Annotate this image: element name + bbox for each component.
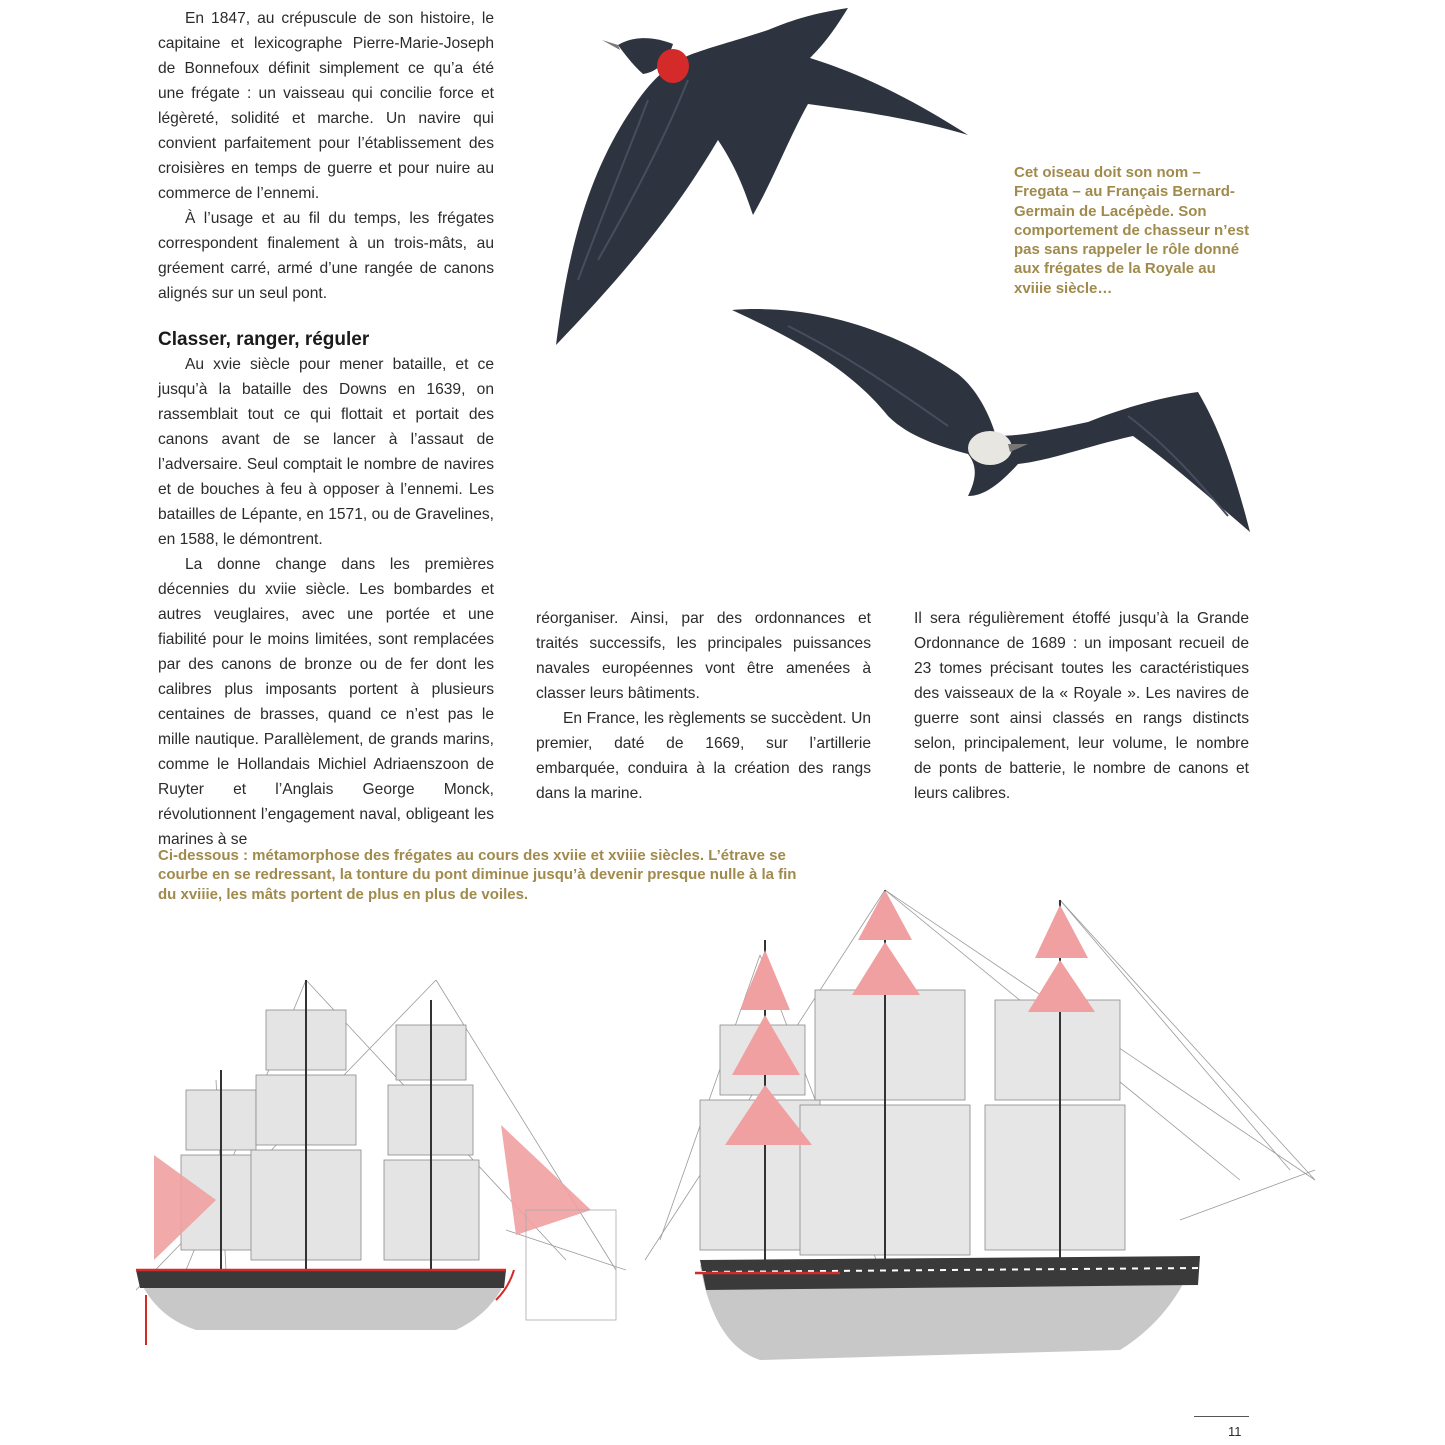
section-heading: Classer, ranger, réguler: [158, 329, 370, 350]
frigatebird-female-illustration: [728, 296, 1254, 536]
bird-caption: Cet oiseau doit son nom – Fregata – au Français Bernard-Germain de Lacépède. Son comportement de chasseur n’est pas sans rappeler le rôle donné aux frégates de la Royale au xviiie siècle…: [1014, 164, 1250, 297]
17th-century-frigate-illustration: [126, 970, 626, 1350]
paragraph: La donne change dans les premières décennies du xviie siècle. Les bombardes et autres veuglaires, avec une portée et une fiabilité pour le moins limitées, sont remplacées par des canons de bronze ou de fer dont les calibres plus imposants portent à plusieurs centaines de brasses, quand ce n’est pas le mille nautique. Parallèlement, de grands marins, comme le Hollandais Michiel Adriaenszoon de Ruyter et l’Anglais George Monck, révolutionnent l’engagement naval, obligeant les marines à se: [158, 556, 494, 848]
page-number-rule: [1194, 1416, 1249, 1417]
text-column-2: [536, 606, 871, 806]
paragraph: Il sera régulièrement étoffé jusqu’à la Grande Ordonnance de 1689 : un imposant recueil de 23 tomes précisant toutes les caractéristiques des vaisseaux de la « Royale ». Les navires de guerre sont ainsi classés en rangs distincts selon, principalement, leur volume, le nombre de ponts de batterie, le nombre de canons et leurs calibres.: [914, 610, 1249, 802]
paragraph: Au xvie siècle pour mener bataille, et ce jusqu’à la bataille des Downs en 1639, on rassemblait tout ce qui flottait et portait des canons avant de se lancer à l’assaut de l’adversaire. Seul comptait le nombre de navires et de bouches à feu à opposer à l’ennemi. Les batailles de Lépante, en 1571, ou de Gravelines, en 1588, le démontrent.: [158, 356, 494, 548]
paragraph: En France, les règlements se succèdent. Un premier, daté de 1669, sur l’artillerie embarquée, conduira à la création des rangs dans la marine.: [536, 710, 871, 802]
paragraph: À l’usage et au fil du temps, les frégates correspondent finalement à un trois-mâts, au gréement carré, armé d’une rangée de canons alignés sur un seul pont.: [158, 210, 494, 302]
ships-caption: Ci-dessous : métamorphose des frégates au cours des xviie et xviiie siècles. L’étrave se courbe en se redressant, la tonture du pont diminue jusqu’à devenir presque nulle à la fin du xviiie, les mâts portent de plus en plus de voiles.: [158, 847, 797, 903]
paragraph: réorganiser. Ainsi, par des ordonnances et traités successifs, les principales puissances navales européennes vont être amenées à classer leurs bâtiments.: [536, 610, 871, 702]
paragraph: En 1847, au crépuscule de son histoire, le capitaine et lexicographe Pierre-Marie-Joseph de Bonnefoux définit simplement ce qu’a été une frégate : un vaisseau qui concilie force et légèreté, solidité et marche. Un navire qui convient parfaitement pour l’établissement des croisières en temps de guerre et pour nuire au commerce de l’ennemi.: [158, 10, 494, 202]
18th-century-frigate-illustration: [640, 880, 1320, 1360]
text-column-1: [158, 6, 494, 852]
text-column-3: [914, 606, 1249, 806]
page-number: 11: [1228, 1424, 1242, 1439]
